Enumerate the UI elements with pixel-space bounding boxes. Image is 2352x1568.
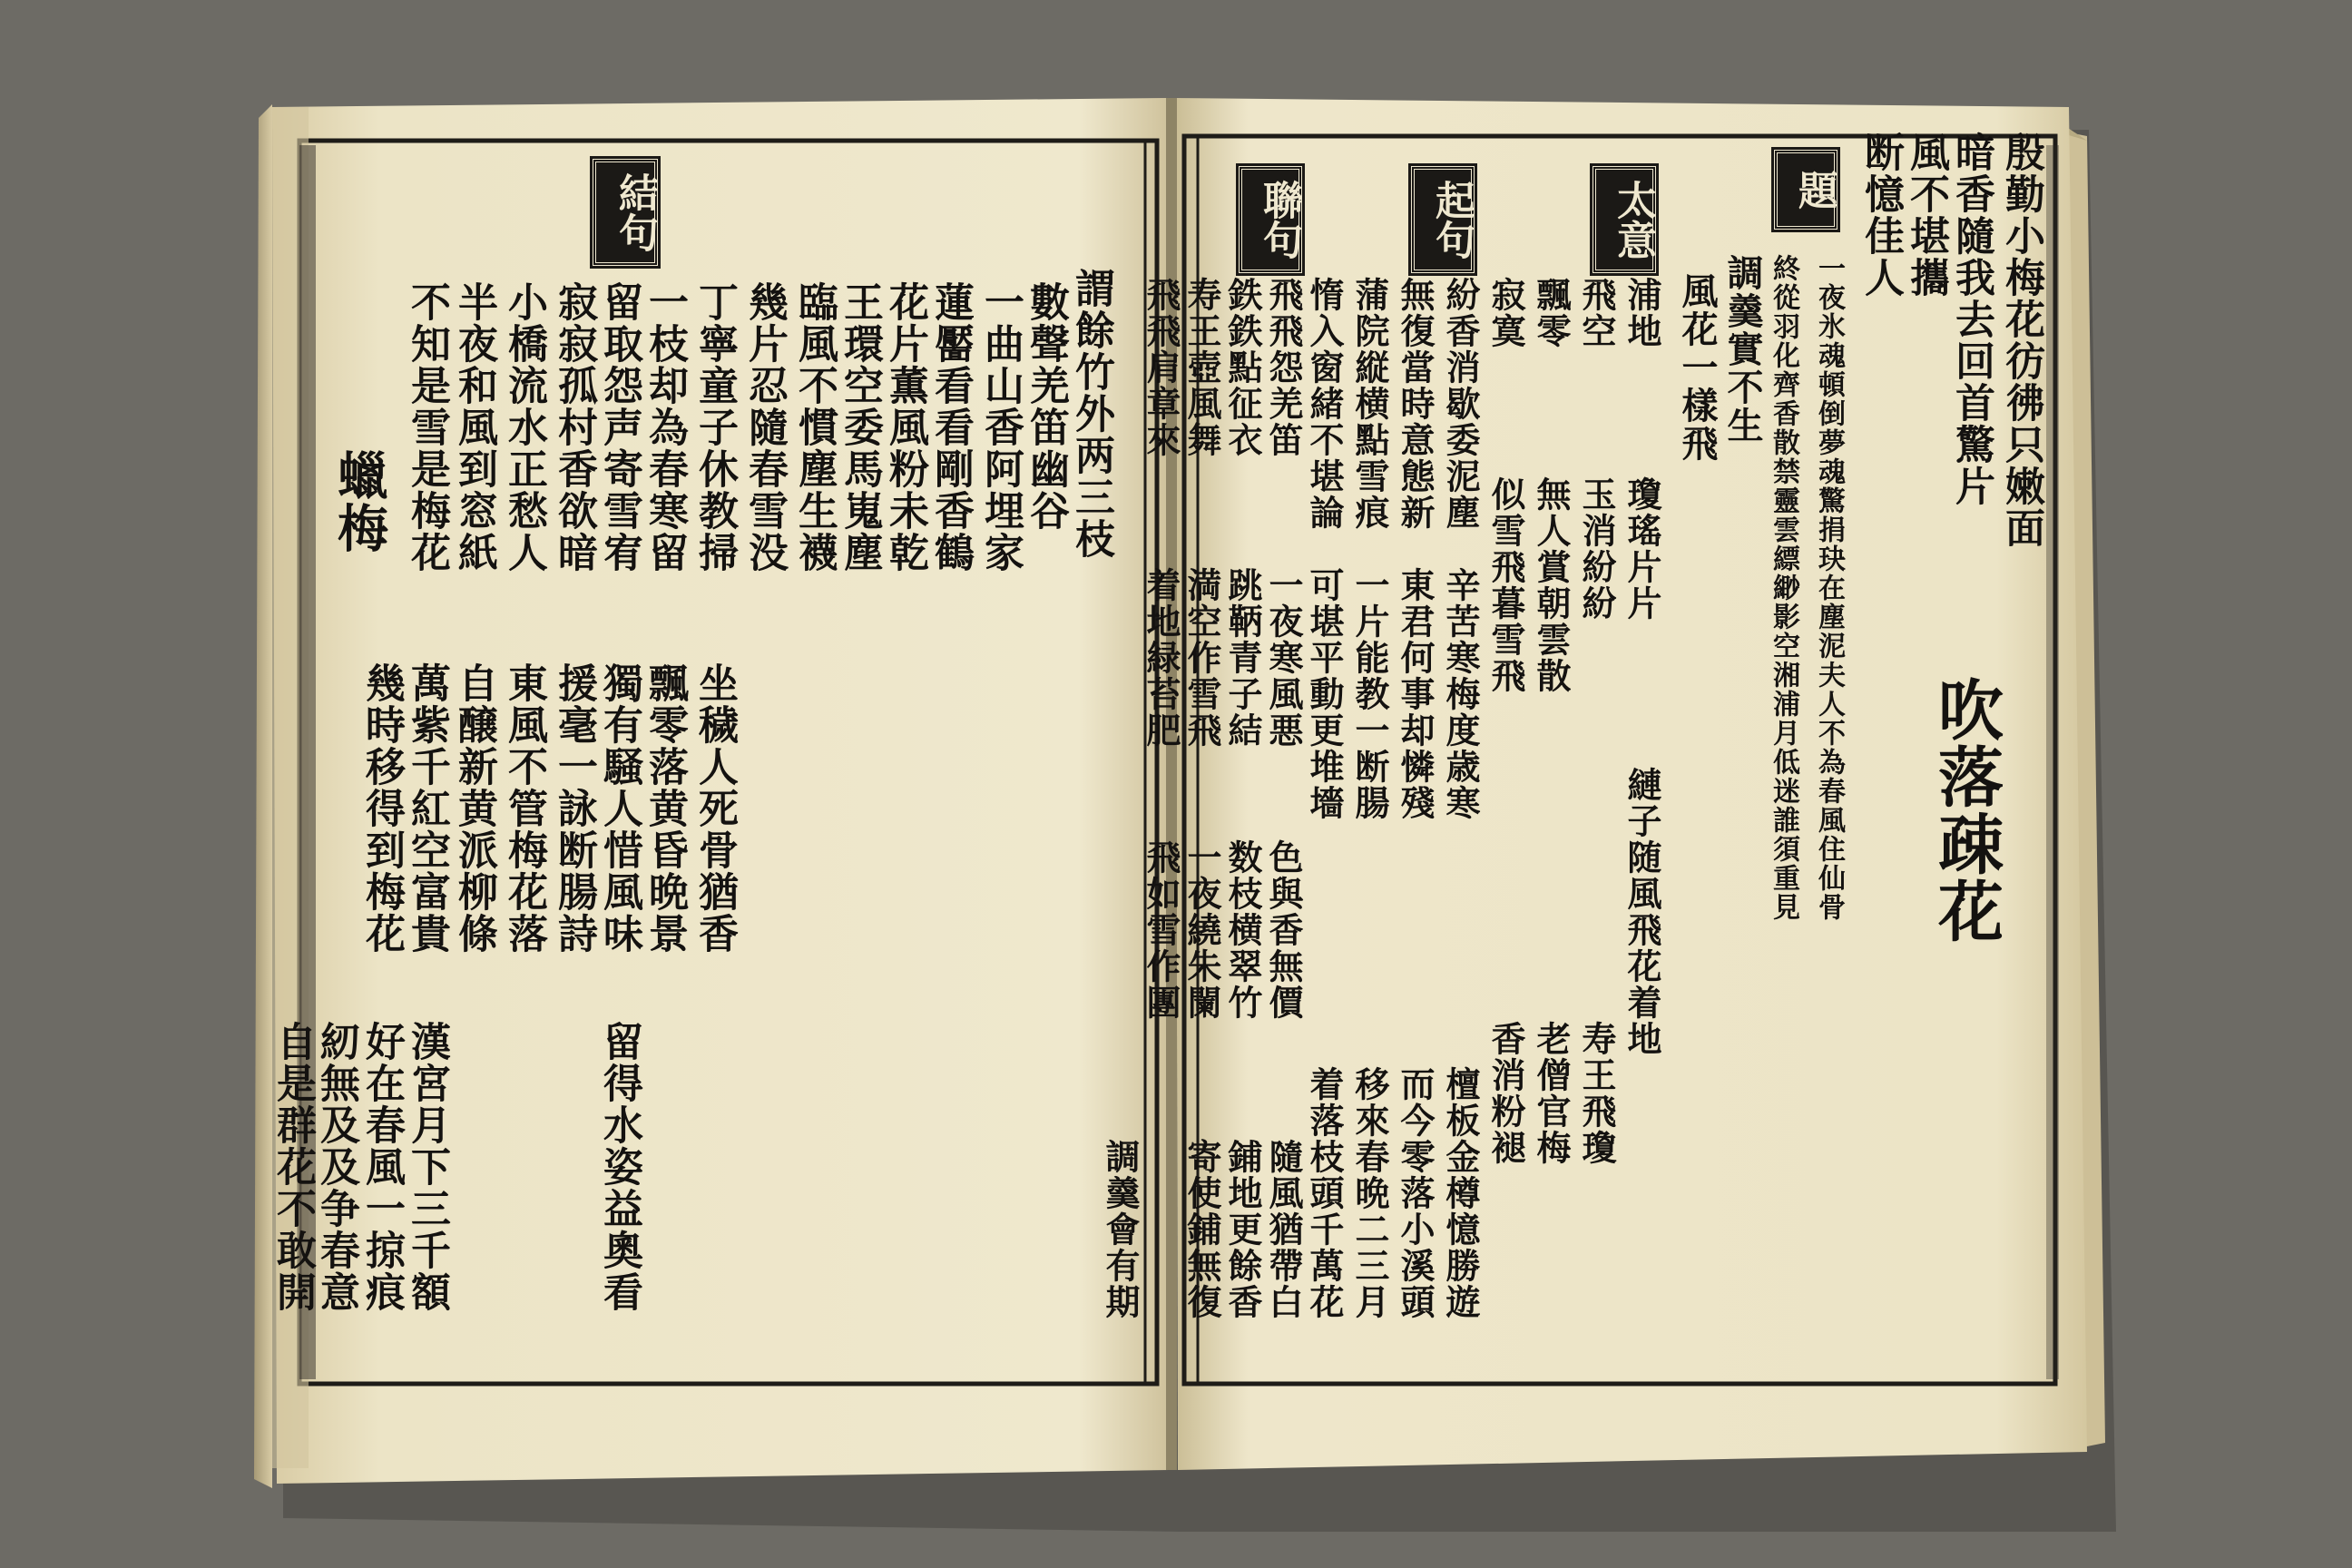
right-col-31: 満空作雪飛 — [1181, 567, 1222, 749]
left-col-9: 幾時移得到梅花 — [358, 662, 405, 955]
right-col-1: 殷勤小梅花彷彿只嫩面 — [1998, 132, 2044, 549]
right-col-36: 飛如雪作團 — [1141, 839, 1181, 1021]
left-page — [272, 104, 1166, 1465]
left-col-5: 不知是雪是梅花 — [404, 281, 450, 573]
right-col-41: 香消粉褪 — [1485, 1021, 1526, 1166]
right-col-40: 老僧官梅 — [1531, 1021, 1572, 1166]
right-col-7: 調羹實不生 — [1721, 254, 1764, 445]
left-col-1: 留取怨声寄雪宥 — [596, 281, 642, 573]
left-col-23: 留得水姿益奧看 — [596, 1021, 642, 1313]
right-col-8: 風花一樣飛 — [1676, 272, 1719, 463]
left-col-11: 一枝却為春寒留 — [642, 281, 688, 573]
right-col-33: 色與香無價 — [1263, 839, 1304, 1021]
left-col-22: 飄零落黄昏晩景 — [642, 662, 688, 955]
right-col-38: 縺子随風飛花着地 — [1622, 767, 1662, 1057]
right-col-23: 無人賞朝雲散 — [1531, 476, 1572, 694]
left-col-14: 漢宮月下三千額 — [404, 1021, 450, 1313]
right-col-12: 寂寞 — [1485, 277, 1526, 349]
right-col-16: 惰入窗緒不堪論 — [1304, 277, 1345, 531]
right-col-14: 無復當時意態新 — [1395, 277, 1436, 531]
left-col-2: 寂寂孤村香欲暗 — [551, 281, 597, 573]
right-col-17: 飛飛怨羌笛 — [1263, 277, 1304, 458]
left-col-7: 自醸新黄派柳條 — [451, 662, 497, 955]
right-col-30: 跳鞆青子結 — [1222, 567, 1263, 749]
right-col-26: 東君何事却憐殘 — [1395, 567, 1436, 821]
left-col-21: 王環空委馬嵬塵 — [837, 281, 883, 573]
heading-tag-jieju: 結句 — [593, 159, 658, 266]
right-col-18: 鉄鉄點征衣 — [1222, 277, 1263, 458]
right-col-9: 浦地 — [1622, 277, 1662, 349]
right-col-4: 断憶佳人 — [1857, 132, 1904, 299]
right-col-39: 寿王飛瓊 — [1576, 1021, 1617, 1166]
right-col-22: 玉消紛紛 — [1576, 476, 1617, 622]
right-col-5: 一夜氷魂頓倒夢魂驚捐玦在塵泥夫人不為春風住仙骨 — [1813, 254, 1845, 922]
right-page — [1100, 95, 2087, 1456]
right-col-28: 可堪平動更堆墻 — [1304, 567, 1345, 821]
right-col-34: 数枝横翠竹 — [1222, 839, 1263, 1021]
left-col-20: 臨風不慣塵生襪 — [791, 281, 838, 573]
right-col-3: 風不堪攜 — [1903, 132, 1949, 299]
right-col-48: 寄使鋪無復 — [1181, 1139, 1222, 1320]
right-col-27: 一片能教一断腸 — [1349, 567, 1390, 821]
right-col-19: 寿王壺風舞 — [1181, 277, 1222, 458]
left-col-15: 好在春風一掠痕 — [358, 1021, 405, 1313]
right-col-2: 暗香隨我去回首驚片 — [1948, 132, 1994, 507]
right-col-11: 飄零 — [1531, 277, 1572, 349]
left-col-28: 謂餘竹外两三枝 — [1068, 268, 1114, 560]
left-col-27: 一曲山香阿埋家 — [977, 281, 1024, 573]
heading-tag-taiyi: 太意 — [1592, 166, 1656, 273]
left-col-18: 幾片忍隨春雪没 — [741, 281, 788, 573]
right-col-15: 蒲院縦横點雪痕 — [1349, 277, 1390, 531]
right-col-35: 一夜繞朱闌 — [1181, 839, 1222, 1021]
left-col-24: 蓮靨看看剛香鶴 — [927, 281, 974, 573]
left-col-16: 紉無及及争春意 — [313, 1021, 359, 1313]
left-col-13: 援毫一詠断腸詩 — [551, 662, 597, 955]
right-col-29: 一夜寒風悪 — [1263, 567, 1304, 749]
left-col-3: 小橋流水正愁人 — [501, 281, 547, 573]
right-col-25: 辛苦寒梅度歳寒 — [1440, 567, 1481, 821]
left-col-25: 花片薫風粉未乾 — [882, 281, 928, 573]
right-col-45: 着落枝頭千萬花 — [1304, 1066, 1345, 1320]
left-col-17: 自是群花不敢開 — [270, 1021, 316, 1313]
right-col-37: 調羹會有期 — [1100, 1139, 1141, 1320]
heading-tag-ti: 題 — [1774, 150, 1838, 230]
right-col-47: 鋪地更餘香 — [1222, 1139, 1263, 1320]
left-col-6: 東風不管梅花落 — [501, 662, 547, 955]
right-col-13: 紛香消歇委泥塵 — [1440, 277, 1481, 531]
right-col-20: 飛飛肩章來 — [1141, 277, 1181, 458]
heading-tag-lianju: 聯句 — [1239, 166, 1302, 273]
right-headline: 吹落疎花 — [1927, 676, 2004, 945]
right-col-21: 瓊瑤片片 — [1622, 476, 1662, 622]
left-col-4: 半夜和風到窓紙 — [451, 281, 497, 573]
heading-tag-qiju: 起句 — [1411, 166, 1475, 273]
left-col-26: 數聲羌笛幽谷 — [1023, 281, 1069, 532]
left-col-8: 萬紫千紅空富貴 — [404, 662, 450, 955]
left-title: 蠟梅 — [329, 449, 389, 554]
left-col-19: 坐穢人死骨猶香 — [691, 662, 738, 955]
right-col-10: 飛空 — [1576, 277, 1617, 349]
right-col-32: 着地緑苔肥 — [1141, 567, 1181, 749]
right-col-43: 而今零落小溪頭 — [1395, 1066, 1436, 1320]
right-col-46: 隨風猶帶白 — [1263, 1139, 1304, 1320]
right-col-24: 似雪飛暮雪飛 — [1485, 476, 1526, 694]
right-col-6: 終從羽化齊香散禁靈雲縹緲影空湘浦月低迷誰須重見 — [1768, 254, 1799, 922]
right-col-42: 檀板金樽憶勝遊 — [1440, 1066, 1481, 1320]
right-col-44: 移來春晩二三月 — [1349, 1066, 1390, 1320]
left-col-10: 丁寧童子休教掃 — [691, 281, 738, 573]
left-col-12: 獨有騒人惜風味 — [596, 662, 642, 955]
